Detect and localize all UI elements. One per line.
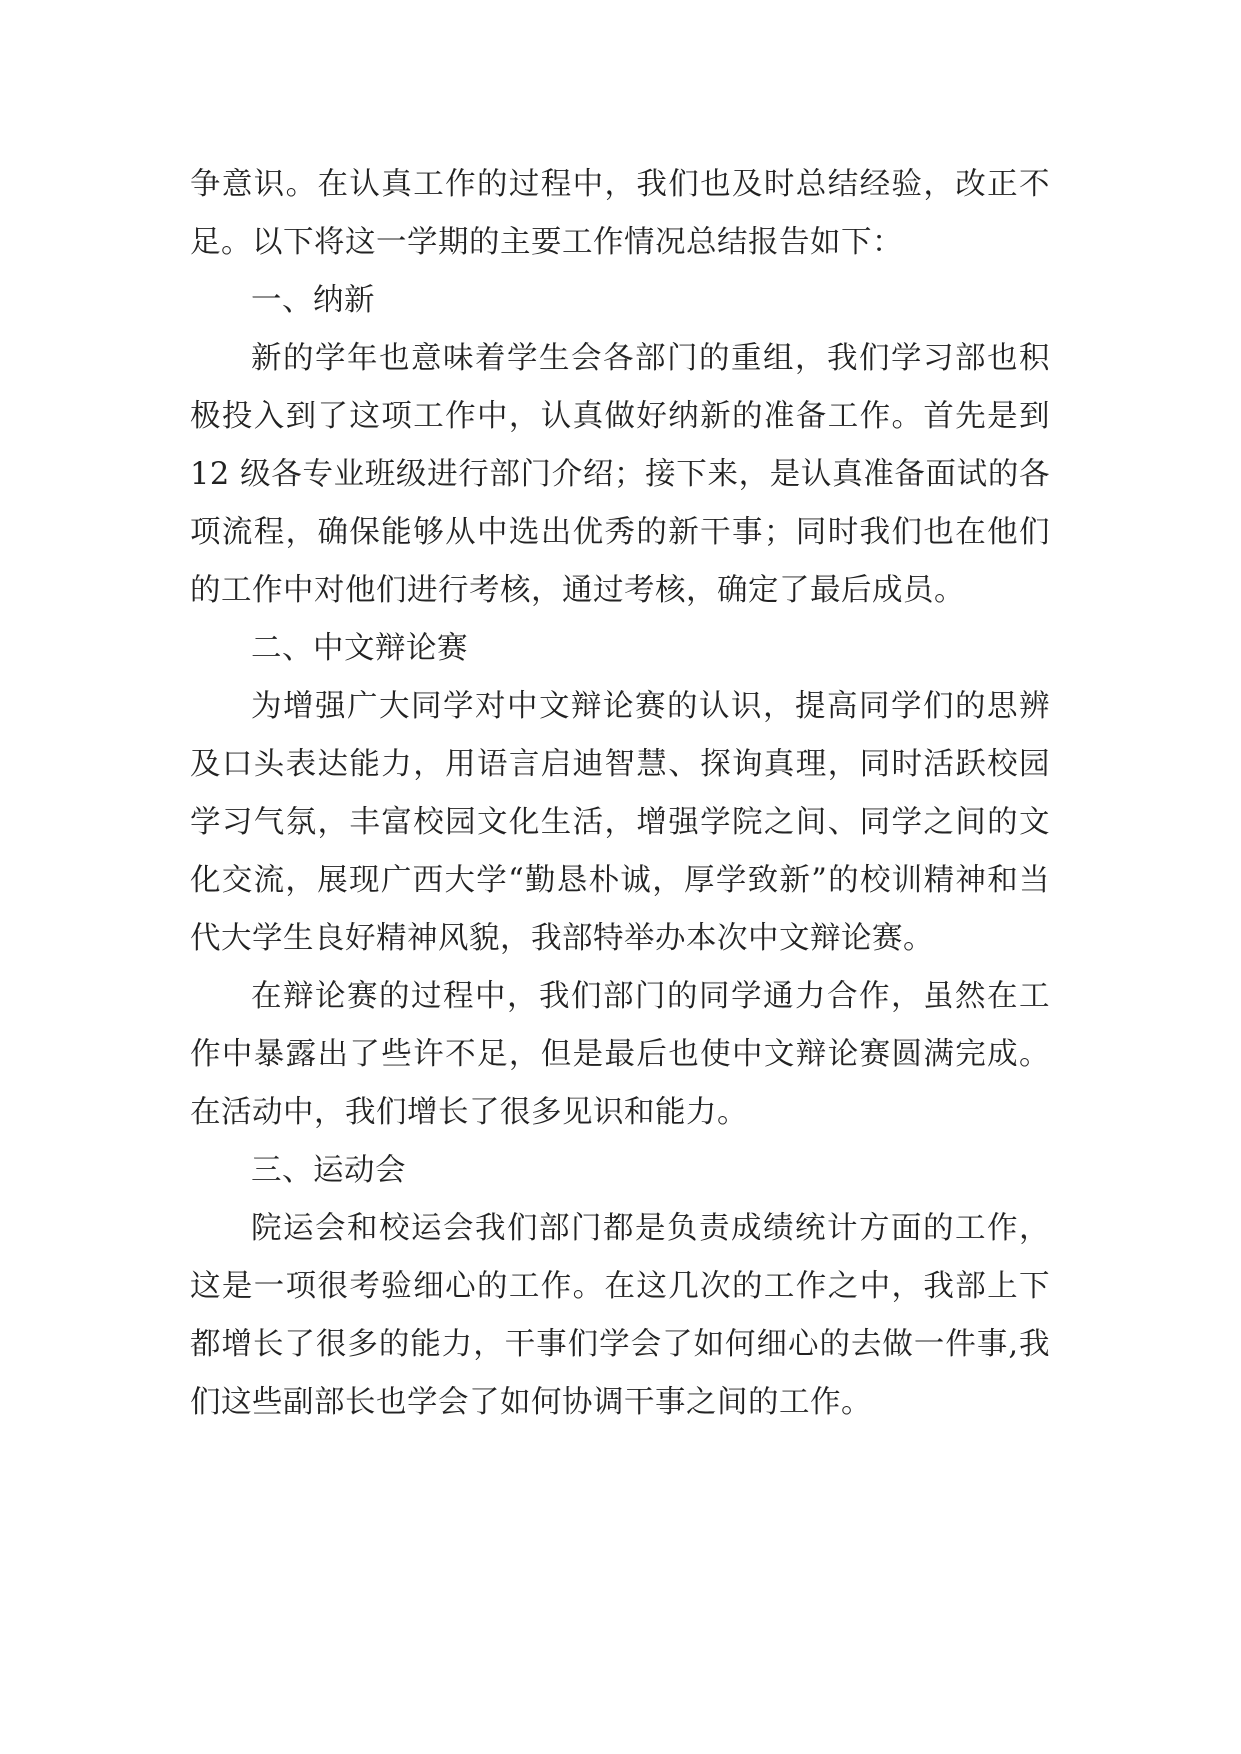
paragraph-debate-process: 在辩论赛的过程中，我们部门的同学通力合作，虽然在工作中暴露出了些许不足，但是最后也使中文辩论赛圆满完成。在活动中，我们增长了很多见识和能力。 (190, 979, 1050, 1130)
paragraph-intro-continued: 争意识。在认真工作的过程中，我们也及时总结经验，改正不足。以下将这一学期的主要工作情况总结报告如下： (190, 167, 1050, 260)
paragraph-recruitment: 新的学年也意味着学生会各部门的重组，我们学习部也积极投入到了这项工作中，认真做好纳新的准备工作。首先是到 12 级各专业班级进行部门介绍；接下来，是认真准备面试的各项流程，确保能够从中选出优秀的新干事；同时我们也在他们的工作中对他们进行考核，通过考核，确定了最后成员。 (190, 341, 1050, 608)
section-heading-recruitment: 一、纳新 (251, 283, 375, 318)
paragraph-sports-meet: 院运会和校运会我们部门都是负责成绩统计方面的工作，这是一项很考验细心的工作。在这几次的工作之中，我部上下都增长了很多的能力，干事们学会了如何细心的去做一件事,我们这些副部长也学会了如何协调干事之间的工作。 (190, 1211, 1050, 1420)
section-heading-sports-meet: 三、运动会 (251, 1153, 406, 1188)
document-page (190, 156, 1050, 1432)
paragraph-debate-purpose: 为增强广大同学对中文辩论赛的认识，提高同学们的思辨及口头表达能力，用语言启迪智慧、探询真理，同时活跃校园学习气氛，丰富校园文化生活，增强学院之间、同学之间的文化交流，展现广西大学“勤恳朴诚，厚学致新”的校训精神和当代大学生良好精神风貌，我部特举办本次中文辩论赛。 (190, 689, 1050, 956)
section-heading-debate: 二、中文辩论赛 (251, 631, 468, 666)
